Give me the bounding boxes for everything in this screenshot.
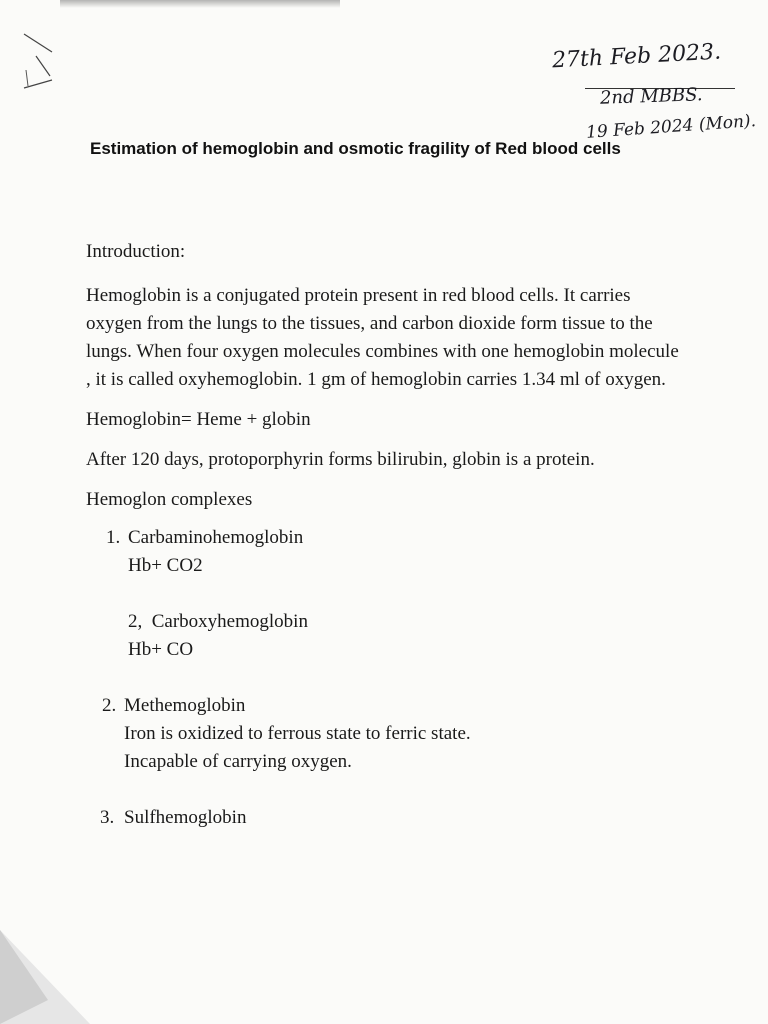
handwritten-course: 2nd MBBS. — [599, 84, 703, 109]
scan-shadow — [60, 0, 340, 8]
list-item — [86, 608, 686, 664]
complexes-heading: Hemoglon complexes — [86, 489, 253, 510]
list-item — [86, 804, 686, 832]
list-item — [86, 692, 686, 776]
list-number: 2, — [128, 611, 143, 632]
list-item-name: Carbaminohemoglobin — [128, 527, 304, 548]
breakdown-paragraph: After 120 days, protoporphyrin forms bilirubin, globin is a protein. — [86, 449, 595, 470]
page-corner-fold — [0, 930, 90, 1024]
list-item-name: Methemoglobin — [124, 695, 246, 716]
list-item-detail: Hb+ CO2 — [128, 555, 203, 576]
page-title: Estimation of hemoglobin and osmotic fragility of Red blood cells — [90, 139, 621, 158]
list-number: 1. — [106, 527, 121, 548]
handwritten-date-2: 19 Feb 2024 (Mon). — [585, 111, 757, 143]
list-number: 3. — [100, 807, 115, 828]
intro-heading: Introduction: — [86, 241, 186, 262]
list-item-name-text: Carboxyhemoglobin — [151, 611, 308, 632]
list-item-name: Sulfhemoglobin — [124, 807, 247, 828]
list-item-detail: Incapable of carrying oxygen. — [124, 751, 352, 772]
list-number: 2. — [102, 695, 117, 716]
intro-paragraph: Hemoglobin is a conjugated protein present in red blood cells. It carries oxygen from the lungs to the tissues, and carbon dioxide form tissue to the lungs. When four oxygen molecules combines with one hemoglobin molecule , it is called oxyhemoglobin. 1 gm of hemoglobin carries 1.34 ml of oxygen. — [86, 285, 679, 390]
hemoglobin-formula: Hemoglobin= Heme + globin — [86, 409, 311, 430]
margin-pen-mark — [22, 30, 62, 90]
list-item-name — [86, 608, 686, 636]
list-item-detail: Hb+ CO — [128, 639, 194, 660]
list-item-detail: Iron is oxidized to ferrous state to ferric state. — [124, 723, 471, 744]
handwritten-date: 27th Feb 2023. — [551, 39, 722, 74]
list-item — [86, 524, 686, 580]
document-body — [86, 238, 686, 832]
